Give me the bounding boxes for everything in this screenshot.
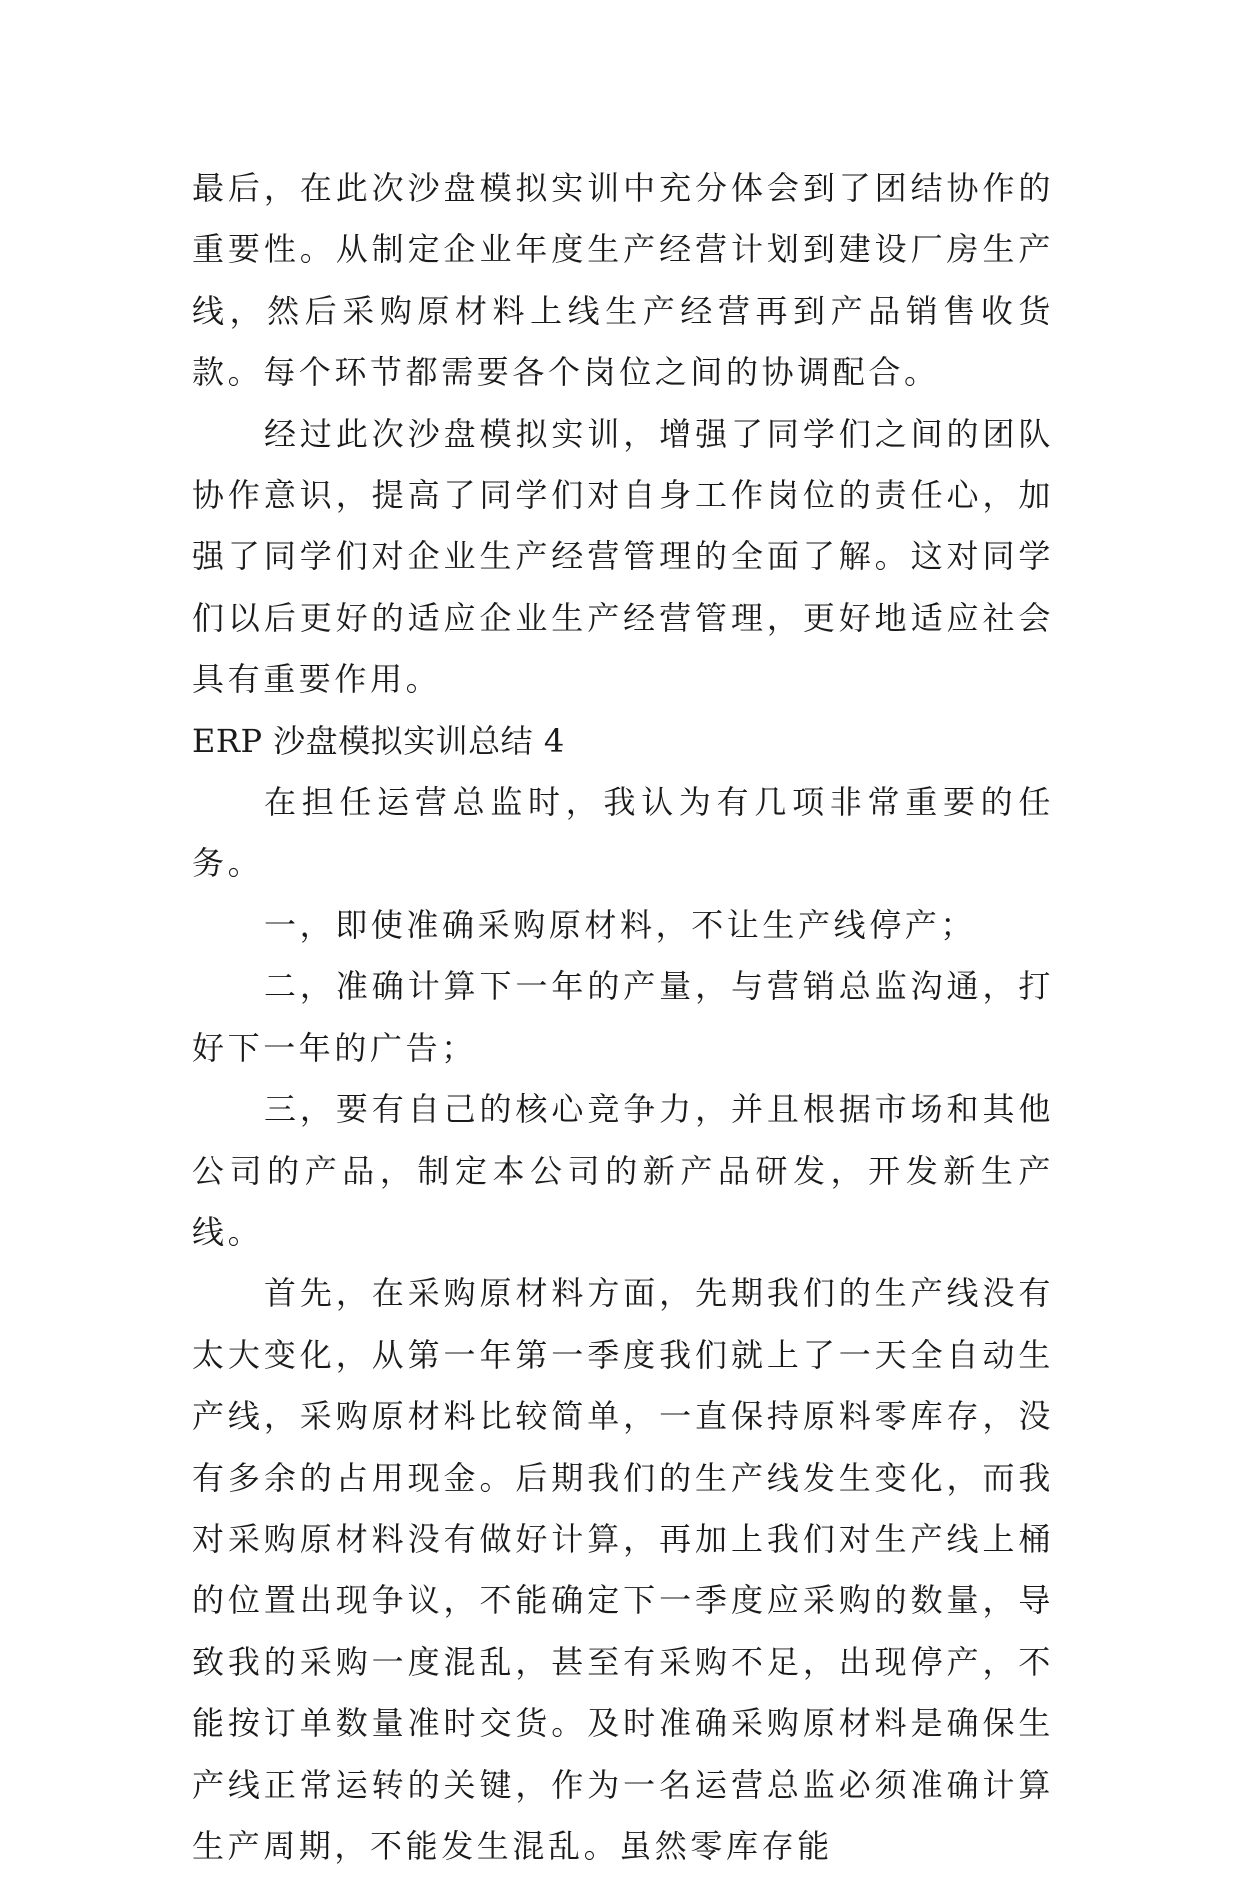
paragraph-task-three: 三，要有自己的核心竞争力，并且根据市场和其他公司的产品，制定本公司的新产品研发，开发新生产线。	[192, 1090, 1054, 1251]
paragraph-task-one: 一，即使准确采购原材料，不让生产线停产；	[264, 905, 977, 944]
paragraph-teamwork-importance: 最后，在此次沙盘模拟实训中充分体会到了团结协作的重要性。从制定企业年度生产经营计划到建设厂房生产线，然后采购原材料上线生产经营再到产品销售收货款。每个环节都需要各个岗位之间的协调配合。	[192, 169, 1054, 392]
section-heading: ERP 沙盘模拟实训总结 4	[192, 721, 565, 760]
paragraph-purchasing-review: 首先，在采购原材料方面，先期我们的生产线没有太大变化，从第一年第一季度我们就上了一天全自动生产线，采购原材料比较简单，一直保持原料零库存，没有多余的占用现金。后期我们的生产线发生变化，而我对采购原材料没有做好计算，再加上我们对生产线上桶的位置出现争议，不能确定下一季度应采购的数量，导致我的采购一度混乱，甚至有采购不足，出现停产，不能按订单数量准时交货。及时准确采购原材料是确保生产线正常运转的关键，作为一名运营总监必须准确计算生产周期，不能发生混乱。虽然零库存能	[192, 1274, 1054, 1865]
paragraph-task-two: 二，准确计算下一年的产量，与营销总监沟通，打好下一年的广告；	[192, 967, 1054, 1067]
paragraph-operations-director-intro: 在担任运营总监时，我认为有几项非常重要的任务。	[192, 783, 1054, 883]
paragraph-training-benefits: 经过此次沙盘模拟实训，增强了同学们之间的团队协作意识，提高了同学们对自身工作岗位的责任心，加强了同学们对企业生产经营管理的全面了解。这对同学们以后更好的适应企业生产经营管理，更好地适应社会具有重要作用。	[192, 414, 1054, 699]
document-body	[192, 158, 1054, 1877]
